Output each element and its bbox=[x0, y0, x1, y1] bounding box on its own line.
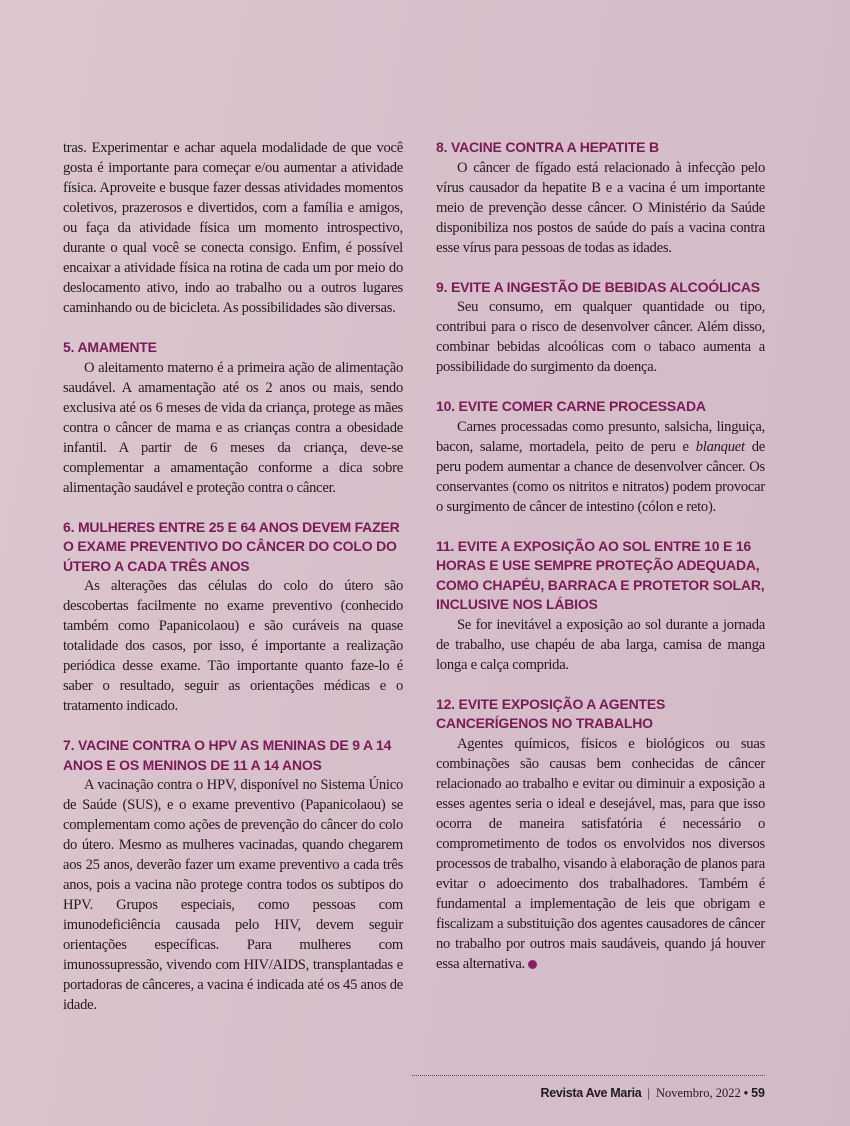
section-body: Seu consumo, em qualquer quantidade ou tipo, contribui para o risco de desenvolver câncer. Além disso, combinar bebidas alcoólicas com o tabaco aumenta a possibilidade do surgimento da doença. bbox=[436, 299, 765, 375]
end-mark-icon bbox=[528, 960, 537, 969]
magazine-name: Revista Ave Maria bbox=[540, 1086, 642, 1100]
body-text: de peru podem aumentar a chance de desenvolver câncer. Os conservantes (como os nitritos e nitratos) podem provocar o surgimento de câncer de intestino (cólon e reto). bbox=[436, 438, 765, 515]
section-body: O aleitamento materno é a primeira ação de alimentação saudável. A amamentação até os 2 anos ou mais, sendo exclusiva até os 6 meses de vida da criança, protege as mães contra o câncer de mama e as crianças contra a obesidade infantil. A partir de 6 meses da criança, deve-se complementar a amamentação conforme a dica sobre alimentação saudável e proteção contra o câncer. bbox=[63, 359, 403, 496]
footer-dot: • bbox=[743, 1086, 749, 1100]
page-footer bbox=[540, 1086, 765, 1101]
section-5 bbox=[63, 338, 403, 498]
section-body: A vacinação contra o HPV, disponível no Sistema Único de Saúde (SUS), e o exame preventivo (Papanicolaou) se complementam como ações de prevenção do câncer do colo do útero. Mesmo as mulheres vacinadas, quando chegarem aos 25 anos, deverão fazer um exame preventivo a cada três anos, pois a vacina não protege contra todos os subtipos do HPV. Grupos especiais, como pessoas com imunodeficiência causada pelo HIV, devem seguir orientações específicas. Para mulheres com imunossupressão, vivendo com HIV/AIDS, transplantadas e portadoras de cânceres, a vacina é indicada até os 45 anos de idade. bbox=[63, 777, 403, 1013]
left-column bbox=[63, 138, 403, 1035]
section-body: Se for inevitável a exposição ao sol durante a jornada de trabalho, use chapéu de aba larga, camisa de manga longa e calça comprida. bbox=[436, 616, 765, 673]
section-7 bbox=[63, 736, 403, 1015]
intro-section bbox=[63, 138, 403, 318]
section-10 bbox=[436, 397, 765, 517]
section-heading: 11. EVITE A EXPOSIÇÃO AO SOL ENTRE 10 E 16 HORAS E USE SEMPRE PROTEÇÃO ADEQUADA, COMO CHAPÉU, BARRACA E PROTETOR SOLAR, INCLUSIVE NOS LÁBIOS bbox=[436, 537, 765, 612]
body-text: Carnes processadas como presunto, salsicha, linguiça, bacon, salame, mortadela, peito de peru e bbox=[436, 418, 765, 455]
footer-separator: | bbox=[647, 1086, 650, 1100]
section-body: As alterações das células do colo do útero são descobertas facilmente no exame preventivo (conhecido também como Papanicolaou) e são curáveis na quase totalidade dos casos, por isso, é importante a realização periódica desse exame. Tão importante quanto faze-lo é saber o resultado, seguir as orientações médicas e o tratamento indicado. bbox=[63, 578, 403, 714]
footer-divider bbox=[412, 1075, 765, 1076]
section-heading: 7. VACINE CONTRA O HPV AS MENINAS DE 9 A 14 ANOS E OS MENINOS DE 11 A 14 ANOS bbox=[63, 737, 392, 773]
section-9 bbox=[436, 278, 765, 378]
issue-date: Novembro, 2022 bbox=[655, 1086, 741, 1100]
section-6 bbox=[63, 518, 403, 717]
intro-paragraph: tras. Experimentar e achar aquela modalidade de que você gosta é importante para começar e/ou aumentar a atividade física. Aproveite e busque fazer dessas atividades momentos coletivos, prazerosos e divertidos, com a família e amigos, ou faça da atividade física um momento introspectivo, durante o qual você se conecta consigo. Enfim, é possível encaixar a atividade física na rotina de cada um por meio do deslocamento ativo, indo ao trabalho ou a outros lugares caminhando ou de bicicleta. As possibilidades são diversas. bbox=[63, 140, 403, 316]
section-heading: 10. EVITE COMER CARNE PROCESSADA bbox=[436, 398, 706, 414]
body-text: Agentes químicos, físicos e biológicos ou suas combinações são causas bem conhecidas de câncer relacionado ao trabalho e evitar ou diminuir a exposição a esses agentes seria o ideal e desejável, mas, para que isso ocorra de maneira satisfatória é necessário o comprometimento de todos os envolvidos nos diversos processos de trabalho, visando à elaboração de planos para evitar o adoecimento dos trabalhadores. Também é fundamental a implementação de leis que obrigam e fiscalizam a substituição dos agentes causadores de câncer no trabalho por outros mais saudáveis, quando já houver essa alternativa. bbox=[436, 735, 765, 972]
section-8 bbox=[436, 138, 765, 258]
section-heading: 8. VACINE CONTRA A HEPATITE B bbox=[436, 139, 659, 155]
section-12 bbox=[436, 695, 765, 974]
section-11 bbox=[436, 537, 765, 675]
section-body: O câncer de fígado está relacionado à infecção pelo vírus causador da hepatite B e a vacina é um importante meio de prevenção desse câncer. O Ministério da Saúde disponibiliza nos postos de saúde do país a vacina contra esse vírus para pessoas de todas as idades. bbox=[436, 159, 765, 256]
section-heading: 6. MULHERES ENTRE 25 E 64 ANOS DEVEM FAZER O EXAME PREVENTIVO DO CÂNCER DO COLO DO ÚTERO A CADA TRÊS ANOS bbox=[63, 518, 400, 574]
italic-term: blanquet bbox=[695, 438, 745, 455]
section-body bbox=[436, 734, 765, 974]
section-heading: 12. EVITE EXPOSIÇÃO A AGENTES CANCERÍGENOS NO TRABALHO bbox=[436, 695, 666, 731]
section-body bbox=[436, 417, 765, 517]
section-heading: 9. EVITE A INGESTÃO DE BEBIDAS ALCOÓLICAS bbox=[436, 278, 760, 295]
right-column bbox=[436, 138, 765, 994]
page-number: 59 bbox=[751, 1086, 765, 1100]
section-heading: 5. AMAMENTE bbox=[63, 339, 157, 355]
